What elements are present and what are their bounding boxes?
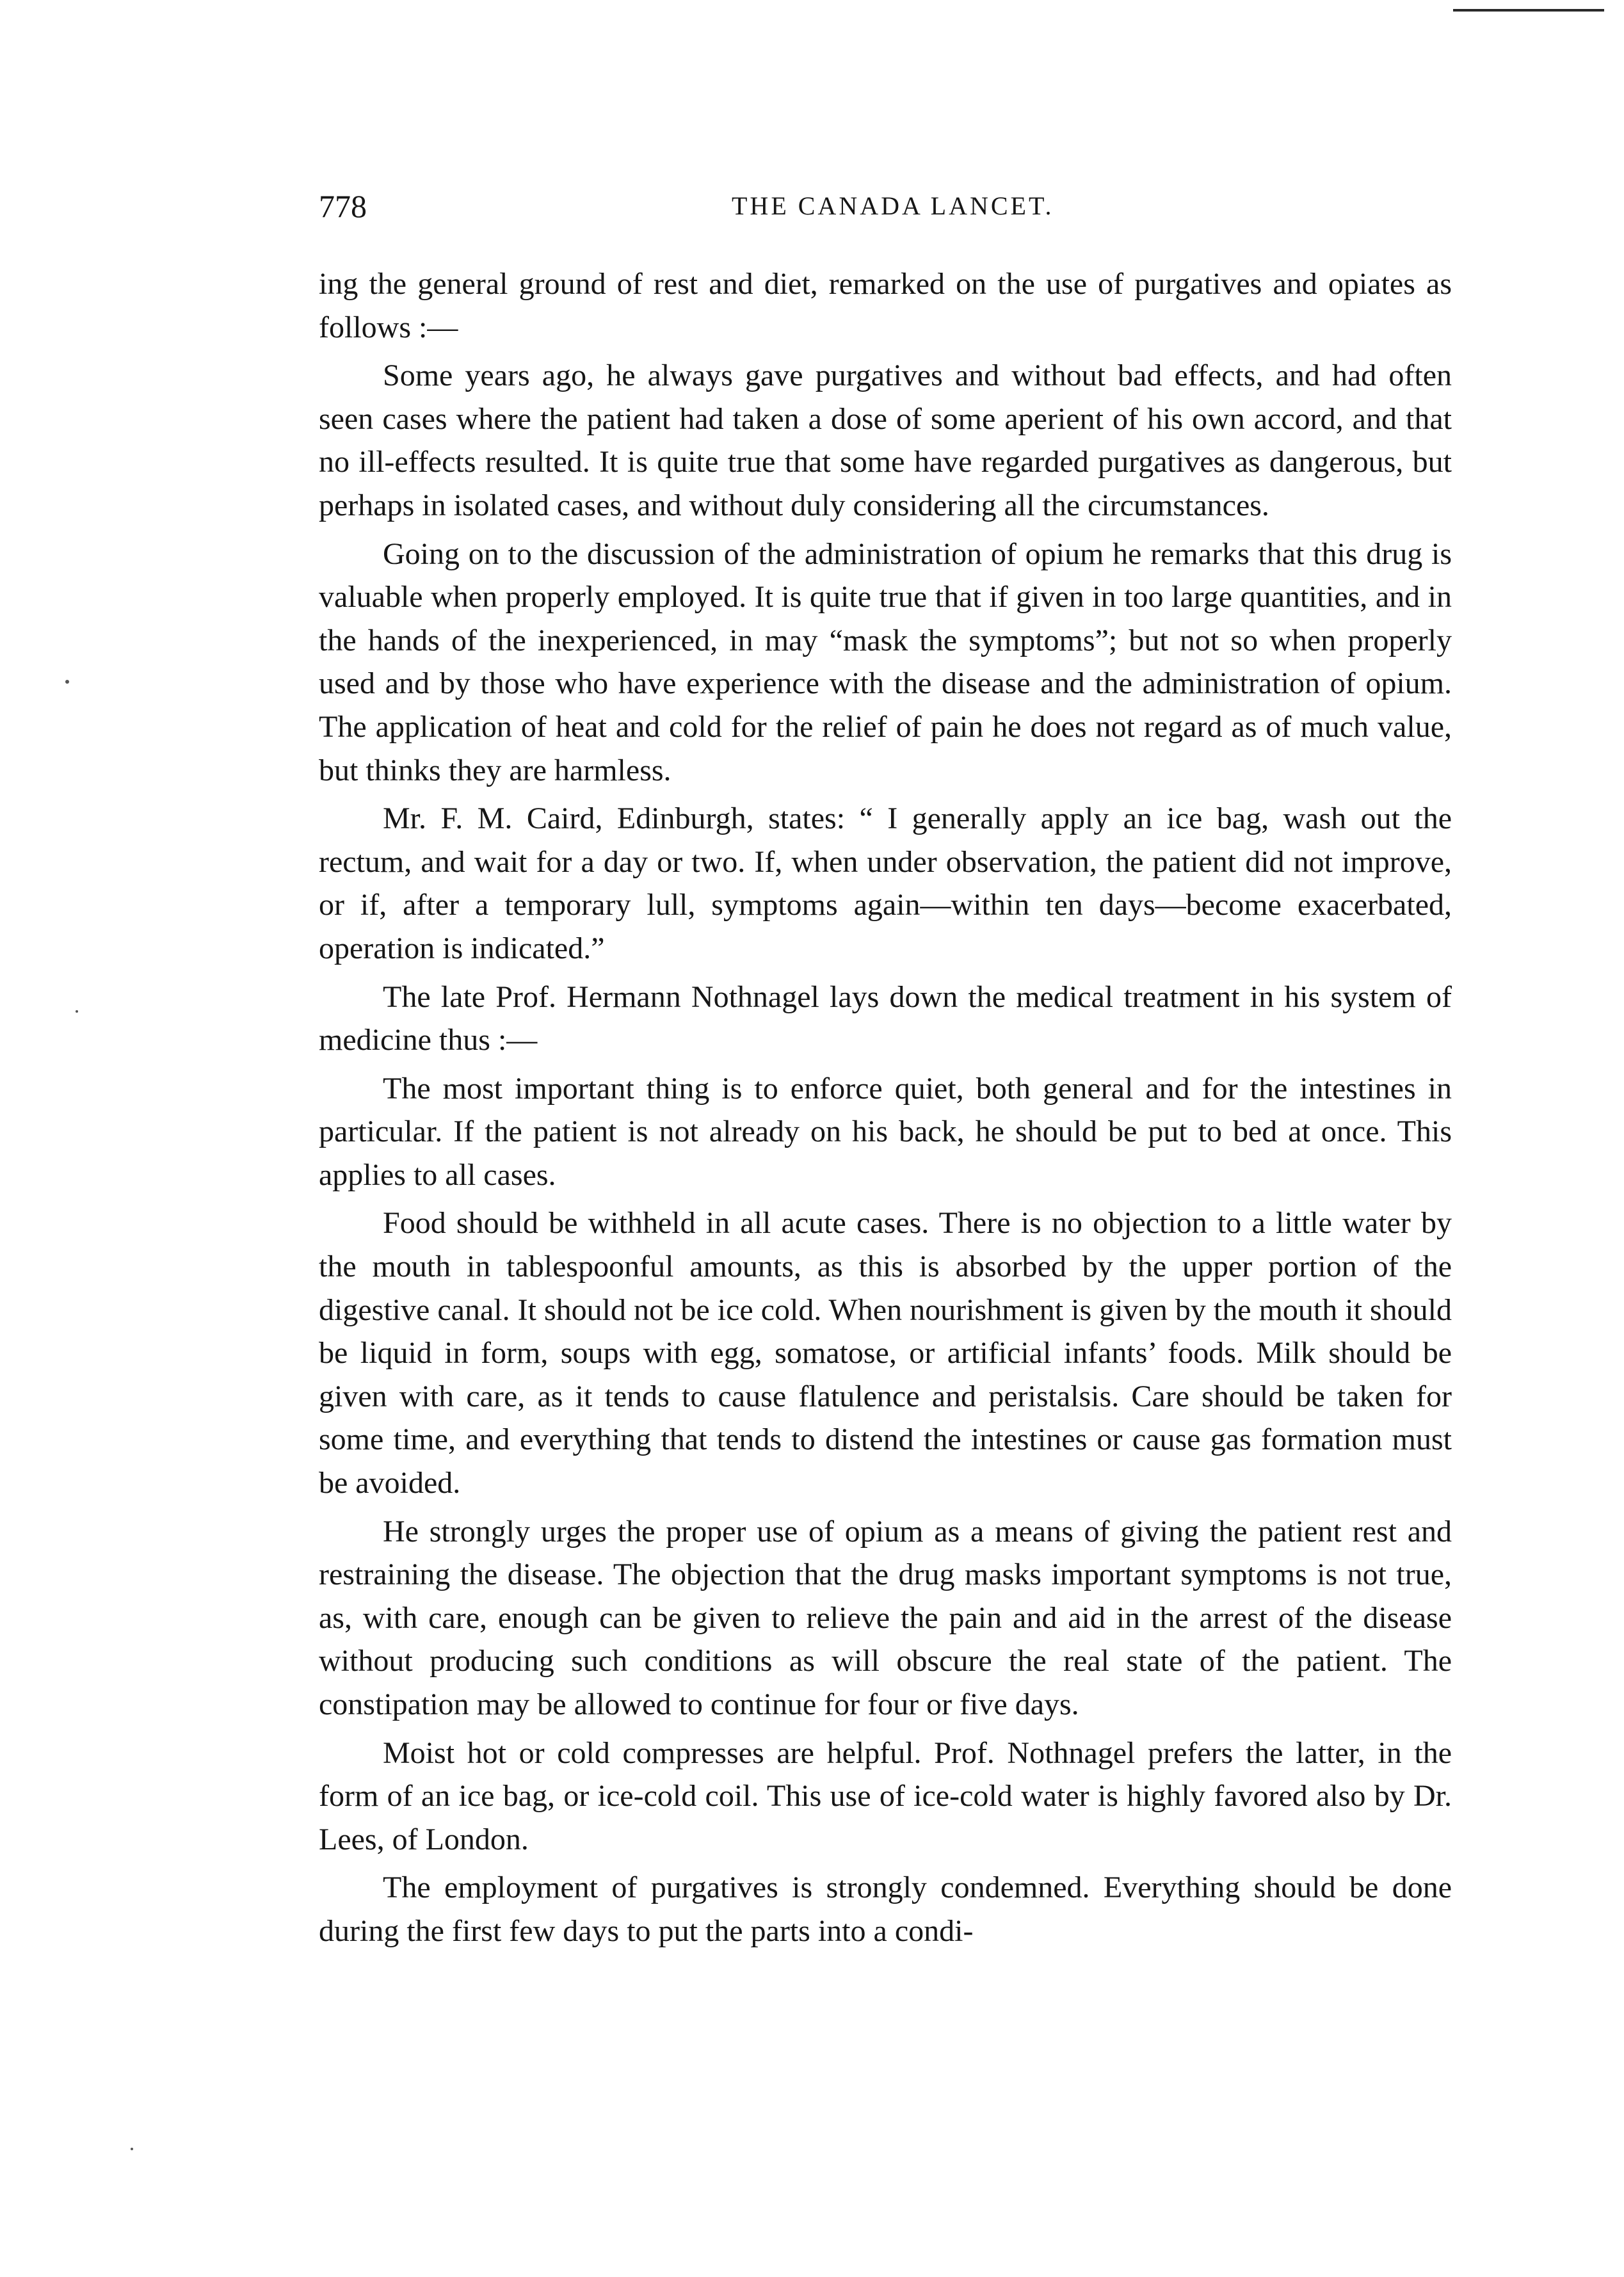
margin-speck: [76, 1010, 78, 1013]
margin-speck: [65, 680, 69, 684]
paragraph: The most important thing is to enforce quiet, both general and for the intestines in particular. If the patient is not already on his back, he should be put to bed at once. This applies to all cases.: [319, 1071, 1452, 1192]
paragraph: He strongly urges the proper use of opium as a means of giving the patient rest and restraining the disease. The objection that the drug masks important symptoms is not true, as, with care, enough can be given to relieve the pain and aid in the arrest of the disease without producing such conditions as will obscure the real state of the patient. The constipation may be allowed to continue for four or five days.: [319, 1514, 1452, 1721]
paragraph: Going on to the discussion of the administration of opium he remarks that this drug is valuable when properly employed. It is quite true that if given in too large quantities, and in the hands of the inexperienced, in may “mask the symptoms”; but not so when properly used and by those who have experience with the disease and the administration of opium. The application of heat and cold for the relief of pain he does not regard as of much value, but thinks they are harmless.: [319, 536, 1452, 787]
paragraph: Mr. F. M. Caird, Edinburgh, states: “ I generally apply an ice bag, wash out the rectum, and wait for a day or two. If, when under observation, the patient did not improve, or if, after a temporary lull, symptoms again—within ten days—become exacerbated, operation is indicated.”: [319, 801, 1452, 965]
article-body: [319, 262, 1452, 1958]
margin-speck: [131, 2148, 133, 2150]
top-edge-rule: [1453, 9, 1604, 12]
running-head: [319, 181, 1452, 232]
page-number: 778: [319, 188, 367, 224]
paragraph: Moist hot or cold compresses are helpful. Prof. Nothnagel prefers the latter, in the form of an ice bag, or ice-cold coil. This use of ice-cold water is highly favored also by Dr. Lees, of London.: [319, 1735, 1452, 1856]
journal-title: THE CANADA LANCET.: [732, 191, 1054, 220]
paragraph: The employment of purgatives is strongly condemned. Everything should be done during the first few days to put the parts into a condi-: [319, 1871, 1452, 1948]
paragraph: The late Prof. Hermann Nothnagel lays down the medical treatment in his system of medicine thus :—: [319, 979, 1452, 1058]
paragraph-continued: ing the general ground of rest and diet, remarked on the use of purgatives and opiates as follows :—: [319, 267, 1452, 344]
paragraph: Some years ago, he always gave purgatives and without bad effects, and had often seen cases where the patient had taken a dose of some aperient of his own accord, and that no ill-effects resulted. It is quite true that some have regarded purgatives as dangerous, but perhaps in isolated cases, and without duly considering all the circumstances.: [319, 358, 1452, 522]
paragraph: Food should be withheld in all acute cases. There is no objection to a little water by the mouth in tablespoonful amounts, as this is absorbed by the upper portion of the digestive canal. It should not be ice cold. When nourishment is given by the mouth it should be liquid in form, soups with egg, somatose, or artificial infants’ foods. Milk should be given with care, as it tends to cause flatulence and peristalsis. Care should be taken for some time, and everything that tends to distend the intestines or cause gas formation must be avoided.: [319, 1206, 1452, 1501]
